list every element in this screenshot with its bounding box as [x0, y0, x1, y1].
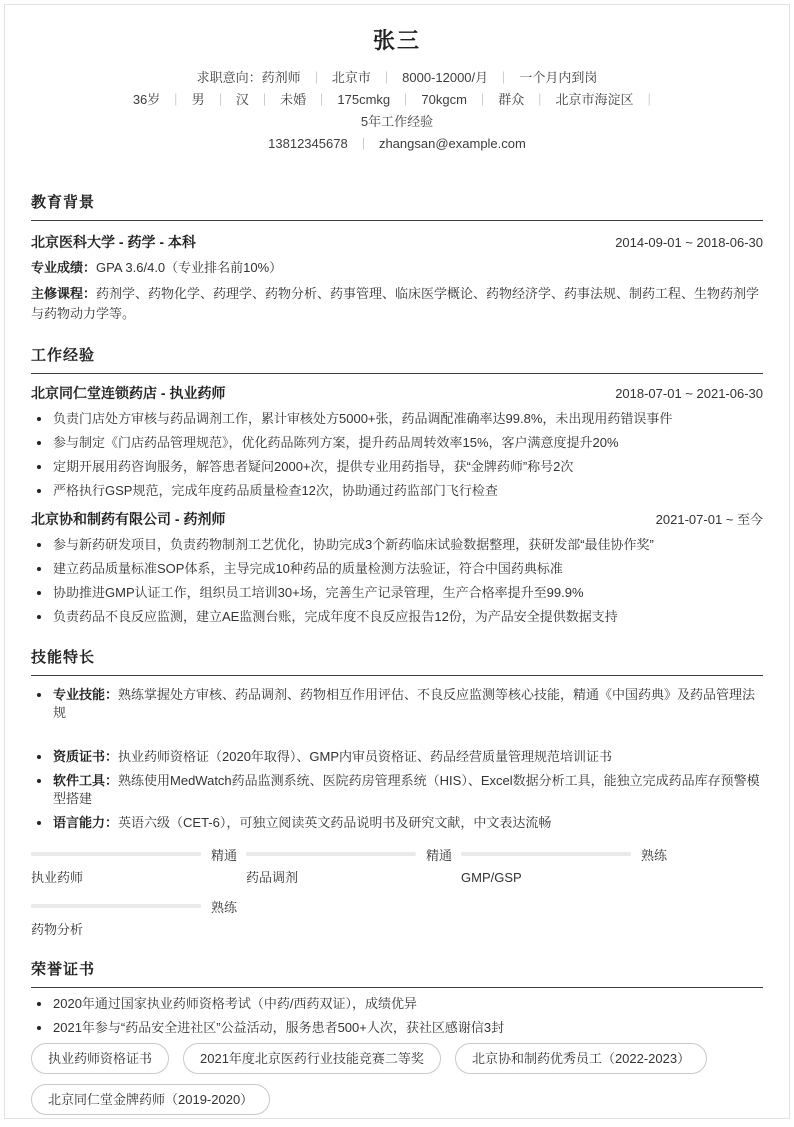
skill-bar [246, 852, 416, 856]
certificate-badge: 2021年度北京医药行业技能竞赛二等奖 [183, 1043, 441, 1074]
job-intent-line [31, 67, 763, 89]
skill-name: 执业药师 [31, 870, 84, 885]
job-period: 2021-07-01 ~ 至今 [655, 512, 763, 527]
job-intent: 求职意向：药剂师 [196, 70, 301, 85]
bullet-icon [37, 779, 41, 783]
skill-items [31, 686, 763, 832]
skill-label: 语言能力： [53, 815, 119, 830]
bullet-icon [37, 441, 41, 445]
divider: ｜ [497, 71, 510, 85]
skill-bar-row [31, 846, 246, 862]
skill-desc: 熟练掌握处方审核、药品调剂、药物相互作用评估、不良反应监测等核心技能，精通《中国药典》及药品管理法规 [53, 687, 756, 720]
education-section-title: 教育背景 [31, 193, 763, 221]
divider: ｜ [399, 93, 412, 107]
gpa-line [31, 258, 763, 278]
job-bullet [31, 482, 763, 500]
weight: 70kgcm [421, 92, 467, 107]
job-bullets [31, 410, 763, 500]
skill-bar-cell [246, 846, 461, 886]
skill-name: 药物分析 [31, 922, 84, 937]
bullet-icon [37, 693, 41, 697]
divider: ｜ [476, 93, 489, 107]
job-period: 2018-07-01 ~ 2021-06-30 [615, 386, 763, 401]
skill-label: 资质证书： [53, 749, 119, 764]
company-position: 北京同仁堂连锁药店 - 执业药师 [31, 385, 226, 401]
job-bullet-text: 负责药品不良反应监测，建立AE监测台账，完成年度不良反应报告12份，为产品安全提供数据支持 [53, 609, 618, 624]
skill-item-text [53, 686, 763, 722]
skill-item-text [53, 814, 763, 832]
job-bullet-text: 建立药品质量标准SOP体系，主导完成10种药品的质量检测方法验证，符合中国药典标准 [53, 561, 563, 576]
skill-level: 熟练 [211, 899, 238, 915]
job-bullet-text: 参与新药研发项目，负责药物制剂工艺优化，协助完成3个新药临床试验数据整理，获研发部“最佳协作奖” [53, 537, 654, 552]
skill-name: GMP/GSP [461, 870, 522, 885]
divider: ｜ [380, 71, 393, 85]
bullet-icon [37, 1002, 41, 1006]
skill-desc: 执业药师资格证（2020年取得）、GMP内审员资格证、药品经营质量管理规范培训证书 [118, 749, 613, 764]
skill-item [31, 748, 763, 766]
gender: 男 [191, 92, 205, 107]
job-entry [31, 510, 763, 626]
education-section [31, 193, 763, 324]
job-bullet-text: 协助推进GMP认证工作，组织员工培训30+场，完善生产记录管理，生产合格率提升至99.9% [53, 585, 584, 600]
ethnicity: 汉 [235, 92, 249, 107]
job-bullet [31, 458, 763, 476]
skill-level: 熟练 [641, 847, 668, 863]
skill-desc: 英语六级（CET-6），可独立阅读英文药品说明书及研究文献，中文表达流畅 [118, 815, 552, 830]
bullet-icon [37, 615, 41, 619]
job-bullet-text: 负责门店处方审核与药品调剂工作，累计审核处方5000+张，药品调配准确率达99.8%，未出现用药错误事件 [53, 411, 673, 426]
skill-item-text [53, 772, 763, 808]
job-bullet [31, 434, 763, 452]
experience-section [31, 346, 763, 626]
political-status: 群众 [498, 92, 525, 107]
skill-bar [31, 904, 201, 908]
bullet-icon [37, 821, 41, 825]
skill-item [31, 686, 763, 722]
certificate-badge: 北京同仁堂金牌药师（2019-2020） [31, 1084, 270, 1115]
job-header [31, 510, 763, 529]
skill-bar [31, 852, 201, 856]
honor-bullets [31, 995, 763, 1037]
honor-bullet-text: 2020年通过国家执业药师资格考试（中药/西药双证），成绩优异 [53, 996, 418, 1011]
address: 北京市海淀区 [555, 92, 634, 107]
target-city: 北京市 [331, 70, 371, 85]
bullet-icon [37, 1026, 41, 1030]
bullet-icon [37, 543, 41, 547]
gpa-label: 专业成绩： [31, 260, 97, 275]
honors-section-title: 荣誉证书 [31, 960, 763, 988]
gpa-value: GPA 3.6/4.0（专业排名前10%） [96, 260, 283, 275]
resume-header [31, 27, 763, 155]
job-bullets [31, 536, 763, 626]
experience-section-title: 工作经验 [31, 346, 763, 374]
marital-status: 未婚 [280, 92, 307, 107]
certificate-badge: 执业药师资格证书 [31, 1043, 169, 1074]
honor-bullet [31, 1019, 763, 1037]
courses-value: 药剂学、药物化学、药理学、药物分析、药事管理、临床医学概论、药物经济学、药事法规、制药工程、生物药剂学与药物动力学等。 [31, 286, 760, 321]
skills-section [31, 648, 763, 938]
divider: ｜ [169, 93, 182, 107]
experience-years-line [31, 111, 763, 133]
divider: ｜ [643, 93, 656, 107]
job-bullet-text: 严格执行GSP规范，完成年度药品质量检查12次，协助通过药监部门飞行检查 [53, 483, 498, 498]
skill-item-text [53, 748, 763, 766]
skill-desc: 熟练使用MedWatch药品监测系统、医院药房管理系统（HIS）、Excel数据分析工具，能独立完成药品库存预警模型搭建 [53, 773, 760, 806]
divider: ｜ [310, 71, 323, 85]
courses-line [31, 284, 763, 324]
courses-label: 主修课程： [31, 286, 97, 301]
company-position: 北京协和制药有限公司 - 药剂师 [31, 511, 226, 527]
skill-bar-row [461, 846, 676, 862]
bullet-icon [37, 489, 41, 493]
bullet-icon [37, 591, 41, 595]
job-header [31, 384, 763, 403]
honor-bullet-text: 2021年参与“药品安全进社区”公益活动，服务患者500+人次，获社区感谢信3封 [53, 1020, 505, 1035]
job-bullet [31, 536, 763, 554]
job-entry [31, 384, 763, 500]
education-entry [31, 233, 763, 252]
skill-label: 软件工具： [53, 773, 119, 788]
job-bullet [31, 560, 763, 578]
personal-info-line [31, 89, 763, 111]
height: 175cmkg [337, 92, 391, 107]
divider: ｜ [315, 93, 328, 107]
skill-bar-cell [31, 898, 246, 938]
skill-item [31, 814, 763, 832]
availability: 一个月内到岗 [519, 70, 598, 85]
certificate-badges [31, 1043, 763, 1115]
skill-bar-cell [31, 846, 246, 886]
skill-bar-row [31, 898, 246, 914]
skill-bar-row [246, 846, 461, 862]
bullet-icon [37, 417, 41, 421]
divider: ｜ [533, 93, 546, 107]
honors-section [31, 960, 763, 1115]
skill-name: 药品调剂 [246, 870, 299, 885]
job-bullet-text: 参与制定《门店药品管理规范》，优化药品陈列方案，提升药品周转效率15%，客户满意度提升20% [53, 435, 619, 450]
skill-bar-cell [461, 846, 676, 886]
job-bullet [31, 410, 763, 428]
skill-level: 精通 [211, 847, 238, 863]
divider: ｜ [258, 93, 271, 107]
job-bullet [31, 584, 763, 602]
divider: ｜ [214, 93, 227, 107]
bullet-icon [37, 465, 41, 469]
bullet-icon [37, 567, 41, 571]
job-bullet [31, 608, 763, 626]
skill-level: 精通 [426, 847, 453, 863]
expected-salary: 8000-12000/月 [402, 70, 489, 85]
school-degree: 北京医科大学 - 药学 - 本科 [31, 234, 196, 250]
skills-section-title: 技能特长 [31, 648, 763, 676]
skill-bar [461, 852, 631, 856]
certificate-badge: 北京协和制药优秀员工（2022-2023） [455, 1043, 707, 1074]
divider: ｜ [357, 137, 370, 151]
skill-bars [31, 846, 763, 938]
honor-bullet [31, 995, 763, 1013]
phone-number: 13812345678 [268, 136, 348, 151]
experience-years: 5年工作经验 [360, 114, 434, 129]
bullet-icon [37, 755, 41, 759]
job-bullet-text: 定期开展用药咨询服务，解答患者疑问2000+次，提供专业用药指导，获“金牌药师”称号2次 [53, 459, 574, 474]
candidate-name: 张三 [372, 28, 421, 53]
skill-label: 专业技能： [53, 687, 119, 702]
education-period: 2014-09-01 ~ 2018-06-30 [615, 235, 763, 250]
resume-page [4, 4, 790, 1119]
skill-item [31, 772, 763, 808]
age: 36岁 [132, 92, 161, 107]
contact-info-line [31, 133, 763, 155]
email-address: zhangsan@example.com [378, 136, 526, 151]
